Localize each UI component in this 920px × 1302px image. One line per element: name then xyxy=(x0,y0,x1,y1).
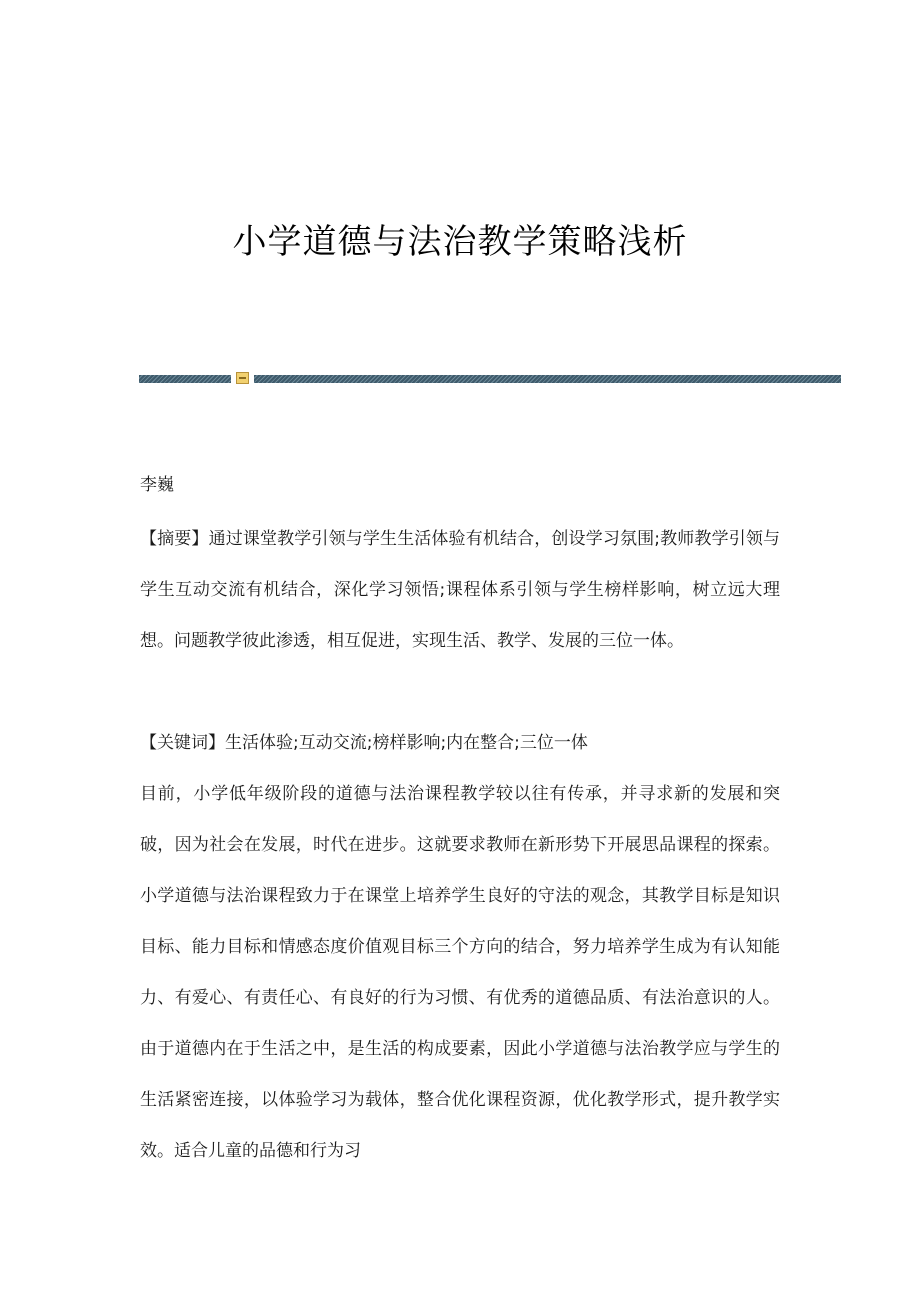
body-paragraph: 目前，小学低年级阶段的道德与法治课程教学较以往有传承，并寻求新的发展和突破，因为社会在发展，时代在进步。这就要求教师在新形势下开展思品课程的探索。小学道德与法治课程致力于在课堂上培养学生良好的守法的观念，其教学目标是知识目标、能力目标和情感态度价值观目标三个方向的结合，努力培养学生成为有认知能力、有爱心、有责任心、有良好的行为习惯、有优秀的道德品质、有法治意识的人。由于道德内在于生活之中，是生活的构成要素，因此小学道德与法治教学应与学生的生活紧密连接，以体验学习为载体，整合优化课程资源，优化教学形式，提升教学实效。适合儿童的品德和行为习 xyxy=(140,784,780,1161)
divider-bar-right xyxy=(254,375,841,383)
document-title: 小学道德与法治教学策略浅析 xyxy=(232,222,688,262)
keywords-paragraph: 【关键词】生活体验;互动交流;榜样影响;内在整合;三位一体 xyxy=(140,733,588,753)
author-name: 李巍 xyxy=(140,475,174,495)
title-divider xyxy=(139,375,841,384)
abstract-paragraph: 【摘要】通过课堂教学引领与学生生活体验有机结合，创设学习氛围;教师教学引领与学生互动交流有机结合，深化学习领悟;课程体系引领与学生榜样影响，树立远大理想。问题教学彼此渗透，相互促进，实现生活、教学、发展的三位一体。 xyxy=(140,529,780,651)
divider-ornament-icon xyxy=(236,372,249,384)
divider-bar-left xyxy=(139,375,231,383)
